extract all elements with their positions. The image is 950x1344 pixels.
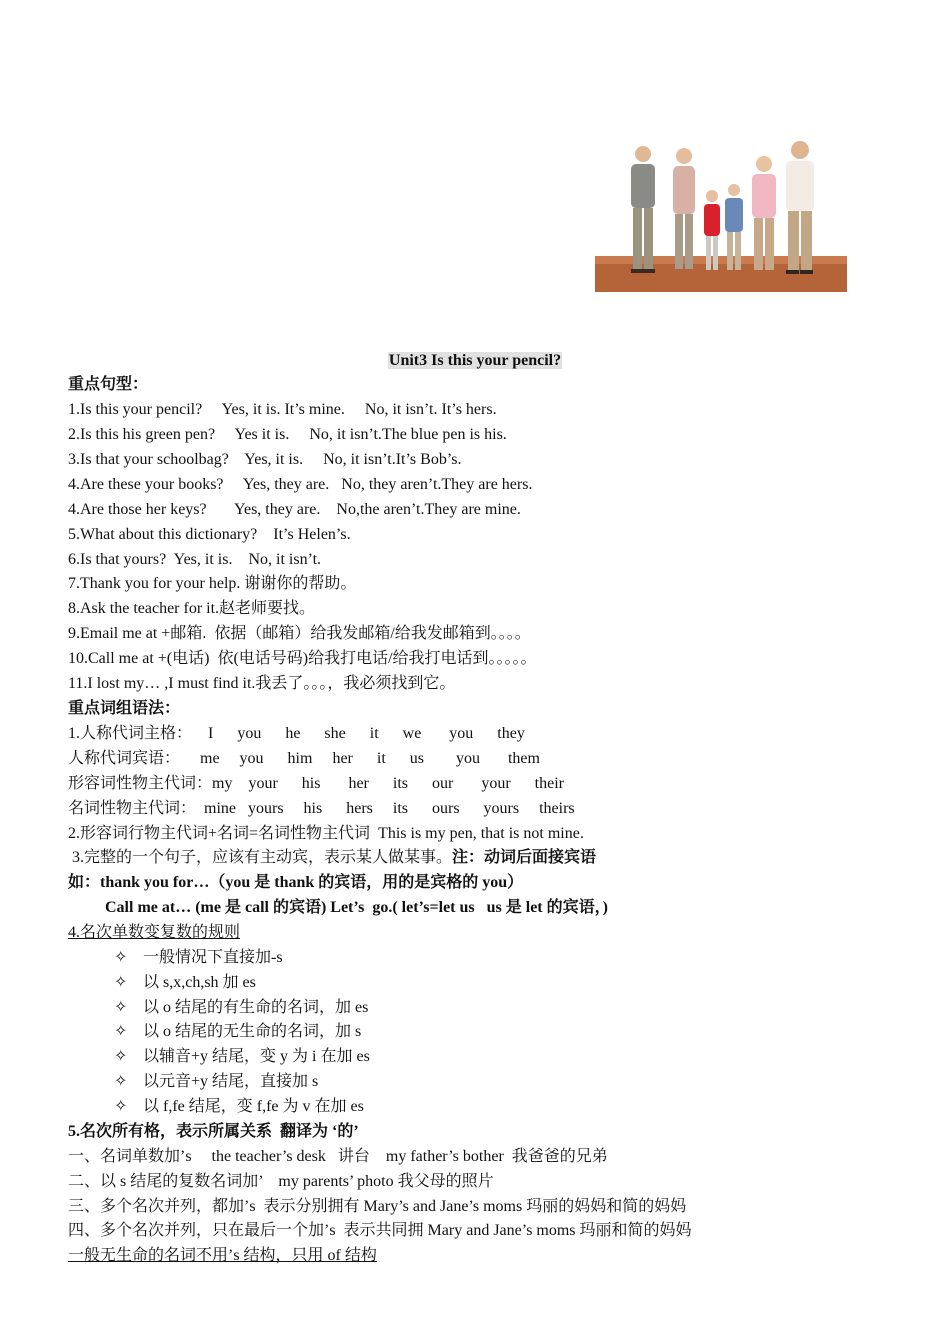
possessive-line: 三、多个名次并列，都加’s 表示分别拥有 Mary’s and Jane’s moms 玛丽的妈妈和简的妈妈	[68, 1198, 687, 1215]
bullet-icon: ✧	[114, 1048, 128, 1065]
sentence-line: 8.Ask the teacher for it.赵老师要找。	[68, 600, 316, 617]
plural-rule: 以辅音+y 结尾，变 y 为 i 在加 es	[143, 1048, 370, 1065]
bullet-icon: ✧	[114, 1073, 128, 1090]
bullet-icon: ✧	[114, 949, 128, 966]
possessive-footer-note: 一般无生命的名词不用’s 结构，只用 of 结构	[68, 1247, 377, 1264]
possessive-line: 四、多个名次并列，只在最后一个加’s 表示共同拥 Mary and Jane’s moms 玛丽和简的妈妈	[68, 1222, 692, 1239]
section-heading-grammar: 重点词组语法：	[68, 700, 181, 717]
pronoun-row-object: 人称代词宾语： me you him her it us you them	[68, 750, 540, 767]
plural-rule: 以元音+y 结尾，直接加 s	[143, 1073, 319, 1090]
bullet-icon: ✧	[114, 999, 128, 1016]
bullet-icon: ✧	[114, 1023, 128, 1040]
plural-rule: 一般情况下直接加-s	[143, 949, 283, 966]
sentence-line: 9.Email me at +邮箱. 依据（邮箱）给我发邮箱/给我发邮箱到。。。。	[68, 625, 531, 642]
grammar-note-example: Call me at… (me 是 call 的宾语) Let’s go.( let’s=let us us 是 let 的宾语，)	[105, 899, 608, 916]
sentence-line: 5.What about this dictionary? It’s Helen’s.	[68, 526, 351, 543]
possessive-line: 一、名词单数加’s the teacher’s desk 讲台 my father’s bother 我爸爸的兄弟	[68, 1148, 608, 1165]
sentence-line: 3.Is that your schoolbag? Yes, it is. No, it isn’t.It’s Bob’s.	[68, 451, 462, 468]
grammar-note: 注：动词后面接宾语	[452, 849, 597, 866]
section-heading-possessive: 5.名次所有格，表示所属关系 翻译为 ‘的’	[68, 1123, 359, 1140]
sentence-line: 6.Is that yours? Yes, it is. No, it isn’t.	[68, 551, 322, 568]
bullet-icon: ✧	[114, 1098, 128, 1115]
plural-rule: 以 o 结尾的无生命的名词，加 s	[143, 1023, 362, 1040]
grammar-line: 2.形容词行物主代词+名词=名词性物主代词 This is my pen, that is not mine.	[68, 825, 584, 842]
pronoun-row-adjective-possessive: 形容词性物主代词：my your his her its our your their	[68, 775, 564, 792]
possessive-line: 二、以 s 结尾的复数名词加’ my parents’ photo 我父母的照片	[68, 1173, 494, 1190]
sentence-line: 4.Are those her keys? Yes, they are. No,the aren’t.They are mine.	[68, 501, 521, 518]
grammar-line	[68, 847, 596, 869]
sentence-line: 11.I lost my… ,I must find it.我丢了。。。，我必须找到它。	[68, 675, 456, 692]
sentence-line: 1.Is this your pencil? Yes, it is. It’s mine. No, it isn’t. It’s hers.	[68, 401, 497, 418]
sentence-line: 10.Call me at +(电话) 依(电话号码)给我打电话/给我打电话到。。。。。	[68, 650, 537, 667]
sentence-line: 7.Thank you for your help. 谢谢你的帮助。	[68, 575, 357, 592]
section-heading-plural: 4.名次单数变复数的规则	[68, 924, 241, 941]
pronoun-row-subject: 1.人称代词主格： I you he she it we you they	[68, 725, 525, 742]
plural-rule: 以 s,x,ch,sh 加 es	[143, 974, 256, 991]
sentence-line: 2.Is this his green pen? Yes it is. No, it isn’t.The blue pen is his.	[68, 426, 507, 443]
section-heading-key-sentences: 重点句型：	[68, 376, 149, 393]
page-title: Unit3 Is this your pencil?	[388, 352, 562, 369]
pronoun-row-noun-possessive: 名词性物主代词： mine yours his hers its ours yours theirs	[68, 800, 575, 817]
grammar-note-example: 如：thank you for…（you 是 thank 的宾语，用的是宾格的 you）	[68, 874, 524, 891]
plural-rule: 以 o 结尾的有生命的名词，加 es	[143, 999, 369, 1016]
plural-rule: 以 f,fe 结尾，变 f,fe 为 v 在加 es	[143, 1098, 364, 1115]
sentence-line: 4.Are these your books? Yes, they are. No, they aren’t.They are hers.	[68, 476, 533, 493]
bullet-icon: ✧	[114, 974, 128, 991]
family-photo	[595, 124, 847, 292]
grammar-line-text: 3.完整的一个句子，应该有主动宾，表示某人做某事。	[68, 849, 453, 866]
